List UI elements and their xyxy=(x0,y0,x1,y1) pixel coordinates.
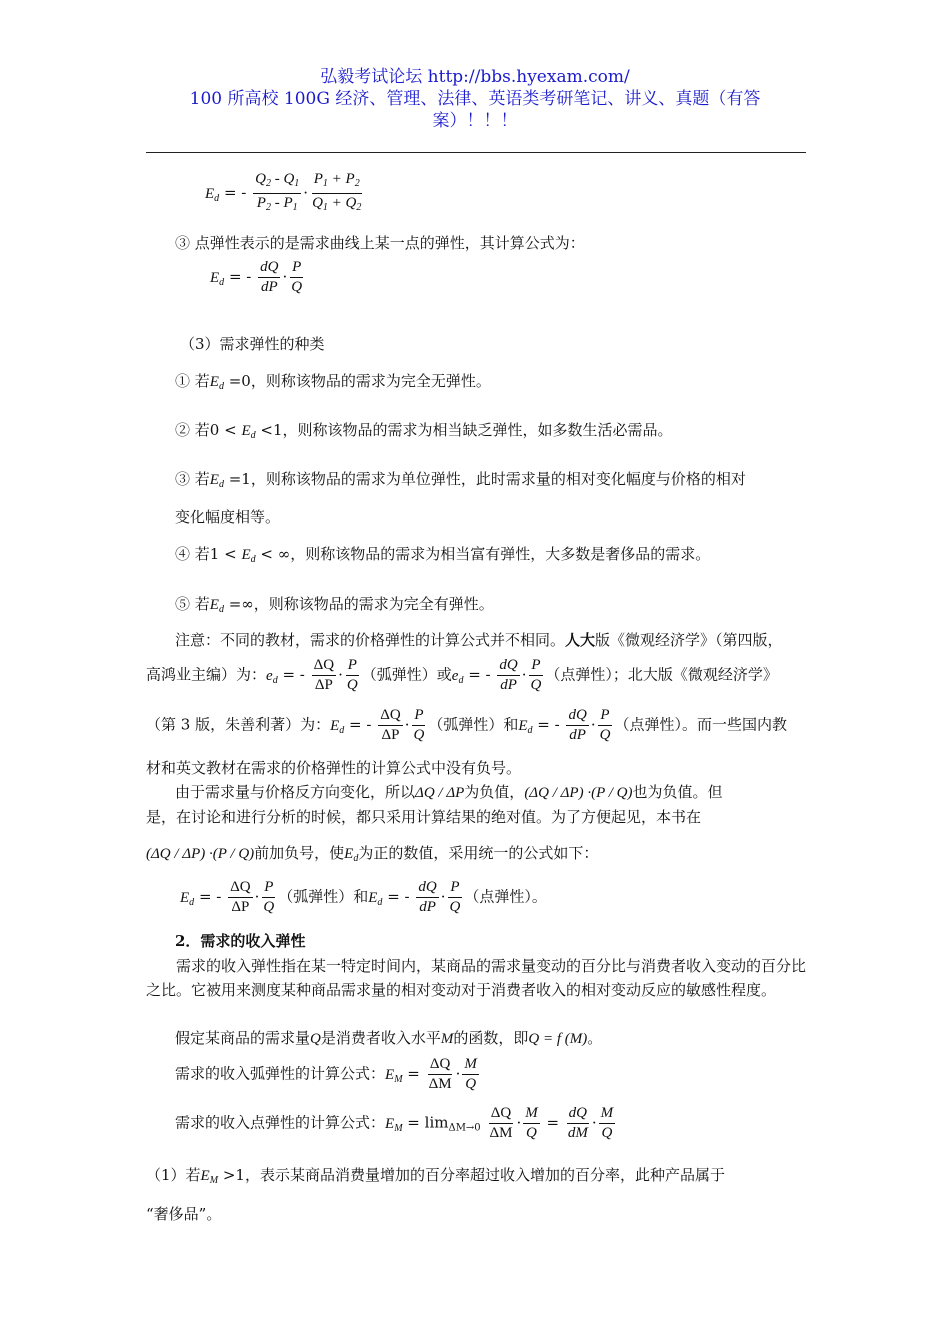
type-5-text: ，则称该物品的需求为完全有弹性。 xyxy=(253,595,494,613)
header-divider xyxy=(146,152,806,153)
note-bold: 人大 xyxy=(565,631,596,649)
unified-arc-label: （弧弹性）和 xyxy=(278,887,369,906)
type-2-text: ，则称该物品的需求为相当缺乏弹性，如多数生活必需品。 xyxy=(282,421,673,439)
type-2: ② 若$0 < E_d <1$，则称该物品的需求为相当缺乏弹性，如多数生活必需品。 xyxy=(175,421,673,441)
type-1-text: ，则称该物品的需求为完全无弹性。 xyxy=(250,372,491,390)
header-ad-line: 100 所高校 100G 经济、管理、法律、英语类考研笔记、讲义、真题（有答 xyxy=(189,89,761,109)
unified-formula: $E_d$ = - $\frac{\Delta Q}{\Delta P}$ · $\frac{P}{Q}$ （弧弹性）和$E_d$ = - $\frac{dQ}{dP}$ · $\frac{P}{Q}$ （点弹性）。 xyxy=(180,879,547,915)
sign-line-2: 是，在讨论和进行分析的时候，都只采用计算结果的绝对值。为了方便起见，本书在 xyxy=(146,808,702,826)
arc-formula-label: 需求的收入弧弹性的计算公式： xyxy=(175,1064,386,1083)
note-point2-label: （点弹性）。而一些国内教 xyxy=(614,715,787,734)
income-arc-formula: 需求的收入弧弹性的计算公式：$E_M$ = $\frac{\Delta Q}{\Delta M}$ · $\frac{M}{Q}$ xyxy=(175,1056,477,1092)
type-5-prefix: ⑤ 若 xyxy=(175,595,210,613)
assume-text-d: 。 xyxy=(587,1029,603,1047)
assume-line: 假定某商品的需求量Q是消费者收入水平M的函数，即Q = f (M)。 xyxy=(175,1029,603,1047)
type-3-text: ，则称该物品的需求为单位弹性，此时需求量的相对变化幅度与价格的相对 xyxy=(250,470,746,488)
sign-line-3: (ΔQ / ΔP) ·(P / Q)前加负号，使$E_d$为正的数值，采用统一的公式如下： xyxy=(146,844,599,864)
sign-line-1-b: 为负值， xyxy=(464,783,525,801)
note-line-4: 材和英文教材在需求的价格弹性的计算公式中没有负号。 xyxy=(146,759,522,777)
note-arc2-label: （弧弹性）和 xyxy=(428,715,519,734)
point-formula-label: 需求的收入点弹性的计算公式： xyxy=(175,1113,386,1132)
type-3: ③ 若$E_d =1$，则称该物品的需求为单位弹性，此时需求量的相对变化幅度与价格的相对 xyxy=(175,470,746,490)
case-1-prefix: （1）若 xyxy=(146,1166,201,1184)
sign-line-1-text: 由于需求量与价格反方向变化，所以 xyxy=(175,783,416,801)
type-4-text: ，则称该物品的需求为相当富有弹性，大多数是奢侈品的需求。 xyxy=(290,545,711,563)
income-definition: 需求的收入弹性指在某一特定时间内，某商品的需求量变动的百分比与消费者收入变动的百分比之比。它被用来测度某种商品需求量的相对变动对于消费者收入的相对变动反应的敏感性程度。 xyxy=(146,957,807,999)
assume-text-a: 假定某商品的需求量 xyxy=(175,1029,311,1047)
type-1-prefix: ① 若 xyxy=(175,372,210,390)
type-4: ④ 若$1 < E_d$ < ∞，则称该物品的需求为相当富有弹性，大多数是奢侈品的需求。 xyxy=(175,545,711,565)
note-text-b: 版《微观经济学》（第四版， xyxy=(595,631,783,649)
note-point-label: （点弹性）；北大版《微观经济学》 xyxy=(545,665,778,684)
point-elasticity-formula: $E_d$ = - $\frac{dQ}{dP}$ · $\frac{P}{Q}$ xyxy=(210,259,303,295)
arc-elasticity-formula: $E_d$ = - $\frac{Q_2 - Q_1}{P_2 - P_1}$ · $\frac{P_1 + P_2}{Q_1 + Q_2}$ xyxy=(205,171,362,213)
header-ad-line-cont: 案）！！！ xyxy=(432,111,518,131)
income-point-formula: 需求的收入点弹性的计算公式：$E_M = \lim_{\Delta M\to 0}$ $\frac{\Delta Q}{\Delta M}$ · $\frac{M}{Q}$ = $\frac{dQ}{dM}$ · $\frac{M}{Q}$ xyxy=(175,1105,614,1141)
header-forum-link[interactable]: 弘毅考试论坛 http://bbs.hyexam.com/ xyxy=(320,67,630,87)
type-1: ① 若$E_d =0$，则称该物品的需求为完全无弹性。 xyxy=(175,372,491,392)
note-line-2-text: 高鸿业主编）为： xyxy=(146,665,267,684)
note-line-2: 高鸿业主编）为：$e_d$ = - $\frac{\Delta Q}{\Delta P}$ · $\frac{P}{Q}$ （弧弹性）或$e_d$ = - $\frac{dQ}{dP}$ · $\frac{P}{Q}$ （点弹性）；北大版《微观经济学》 xyxy=(146,657,778,693)
type-3-cont: 变化幅度相等。 xyxy=(175,508,281,526)
note-line-3: （第 3 版，朱善利著）为：$E_d$ = - $\frac{\Delta Q}{\Delta P}$ · $\frac{P}{Q}$ （弧弹性）和$E_d$ = - $\frac{dQ}{dP}$ · $\frac{P}{Q}$ （点弹性）。而一些国内教 xyxy=(146,707,787,743)
type-3-prefix: ③ 若 xyxy=(175,470,210,488)
type-4-prefix: ④ 若 xyxy=(175,545,210,563)
type-5: ⑤ 若$E_d$ =∞，则称该物品的需求为完全有弹性。 xyxy=(175,595,494,615)
note-line-1 xyxy=(175,629,783,651)
note-line-3-text: （第 3 版，朱善利著）为： xyxy=(146,715,331,734)
page-header xyxy=(140,66,810,132)
assume-text-c: 的函数，即 xyxy=(453,1029,529,1047)
case-1-cont: “奢侈品”。 xyxy=(146,1205,222,1223)
types-heading: （3）需求弹性的种类 xyxy=(180,335,325,353)
sign-line-1-c: 也为负值。但 xyxy=(632,783,723,801)
case-1: （1）若$E_M >1$，表示某商品消费量增加的百分率超过收入增加的百分率，此种产品属于 xyxy=(146,1166,725,1186)
section-2-title: 2．需求的收入弹性 xyxy=(175,932,306,950)
sign-line-3-text: 前加负号，使 xyxy=(254,844,345,862)
assume-text-b: 是消费者收入水平 xyxy=(320,1029,441,1047)
note-arc-label: （弧弹性）或 xyxy=(361,665,452,684)
sign-line-3-b: 为正的数值，采用统一的公式如下： xyxy=(358,844,599,862)
case-1-text: ，表示某商品消费量增加的百分率超过收入增加的百分率，此种产品属于 xyxy=(244,1166,725,1184)
sign-line-1: 由于需求量与价格反方向变化，所以ΔQ / ΔP为负值，(ΔQ / ΔP) ·(P / Q)也为负值。但 xyxy=(175,783,723,801)
note-text: 注意：不同的教材，需求的价格弹性的计算公式并不相同。 xyxy=(175,631,566,649)
point-elasticity-intro: ③ 点弹性表示的是需求曲线上某一点的弹性，其计算公式为： xyxy=(175,234,585,252)
unified-point-label: （点弹性）。 xyxy=(464,887,547,906)
type-2-prefix: ② 若 xyxy=(175,421,210,439)
